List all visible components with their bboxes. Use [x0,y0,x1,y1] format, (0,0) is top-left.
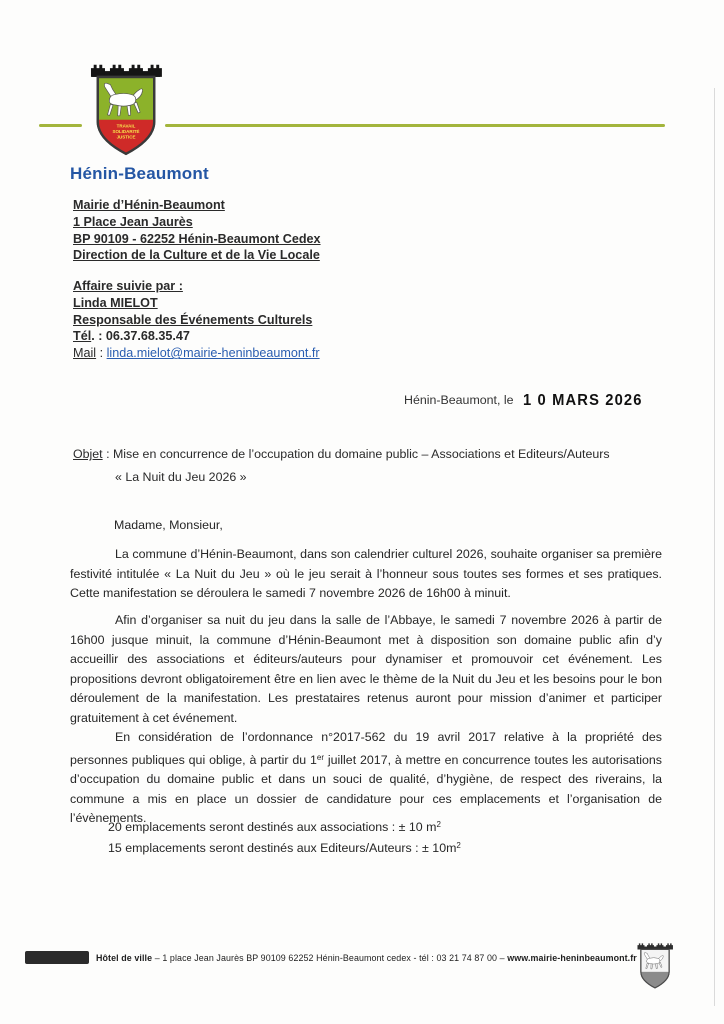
motto-line-1: TRAVAIL [116,123,136,129]
sender-line-4: Direction de la Culture et de la Vie Locale [73,248,320,263]
slots-line-1-text: 20 emplacements seront destinés aux associations : ± 10 m [108,820,437,834]
contact-phone [73,328,320,345]
slots-line-2-sup: 2 [456,840,461,850]
contact-role: Responsable des Événements Culturels [73,312,313,327]
paragraph-1: La commune d’Hénin-Beaumont, dans son calendrier culturel 2026, souhaite organiser sa première festivité intitulée « La Nuit du Jeu » où le jeu serait à l’honneur sous toutes ses formes et ses pratiques. Cette manifestation se déroulera le samedi 7 novembre 2026 de 16h00 à minuit. [70,547,662,601]
footer-text [96,953,637,963]
contact-block [73,278,320,362]
paragraph-2: Afin d’organiser sa nuit du jeu dans la salle de l’Abbaye, le samedi 7 novembre 2026 à partir de 16h00 jusque minuit, la commune d’Hénin-Beaumont met à disposition son domaine public afin d’y accueillir des associations et éditeurs/auteurs pour dynamiser et promouvoir cet événement. Les propositions devront obligatoirement être en lien avec le thème de la Nuit du Jeu et les besoins pour le bon déroulement de la manifestation. Les prestataires retenus auront pour mission d’animer et participer gratuitement à cet événement. [70,613,662,725]
paragraph-3-part-1: En considération de l’ordonnance n°2017-562 du 19 avril 2017 relative à la propriété des personnes publiques qui oblige, à partir du 1 [70,730,662,767]
dateline [404,392,649,410]
subject-line-2: « La Nuit du Jeu 2026 » [115,470,247,484]
subject-label: Objet [73,447,103,461]
city-name-wordmark: Hénin-Beaumont [70,164,209,183]
paragraph-3-superscript: er [316,752,325,762]
sender-line-2: 1 Place Jean Jaurès [73,214,193,229]
slots-line-2-text: 15 emplacements seront destinés aux Editeurs/Auteurs : ± 10m [108,840,457,855]
dateline-place: Hénin-Beaumont, le [404,393,514,407]
mail-label: Mail [73,346,97,361]
motto-line-2: SOLIDARITÉ [112,128,140,134]
slots-line-editeurs [108,837,461,858]
phone-number: . : 06.37.68.35.47 [91,329,190,344]
sender-address-block [73,197,321,264]
footer-crest-logo [637,941,673,991]
date-stamp: 1 0 MARS 2026 [522,392,643,409]
paragraph-3 [70,728,662,829]
slots-line-associations [108,816,461,837]
footer [0,946,724,1006]
mail-separator: : [96,346,107,361]
contact-heading: Affaire suivie par : [73,279,183,293]
subject-block [73,446,633,486]
subject-line-1 [73,446,633,463]
phone-label: Tél [73,329,92,344]
motto-line-3: JUSTICE [116,134,136,140]
city-crest-logo [90,60,162,160]
slots-line-1-sup: 2 [436,820,441,829]
footer-hotel-de-ville: Hôtel de ville [96,953,153,963]
header-rule-right [165,124,665,127]
slots-list [108,816,461,857]
footer-website: www.mairie-heninbeaumont.fr [507,953,637,963]
scan-artifact-line [714,88,715,1006]
salutation: Madame, Monsieur, [114,518,223,532]
footer-address: – 1 place Jean Jaurès BP 90109 62252 Hénin-Beaumont cedex - tél : 03 21 74 87 00 – [152,953,508,963]
footer-crest-icon [637,941,673,991]
header-rule-left [39,124,82,127]
paragraph-3-part-2: juillet 2017, à mettre en concurrence toutes les autorisations d’occupation du domaine public et dans un souci de qualité, d’hygiène, de respect des riverains, la commune a mis en place un dossier de candidature pour ces emplacements et l’organisation de l’évènements. [70,752,662,826]
contact-name: Linda MIELOT [73,295,158,310]
redaction-bar [25,951,89,964]
crest-icon [90,60,162,160]
castle-towers [91,65,162,77]
email-link: linda.mielot@mairie-heninbeaumont.fr [106,346,320,361]
contact-mail [73,345,320,362]
sender-line-3: BP 90109 - 62252 Hénin-Beaumont Cedex [73,231,321,246]
subject-separator: : [102,447,113,461]
subject-text: Mise en concurrence de l’occupation du domaine public – Associations et Editeurs/Auteurs [112,447,610,461]
sender-line-1: Mairie d’Hénin-Beaumont [73,198,225,212]
